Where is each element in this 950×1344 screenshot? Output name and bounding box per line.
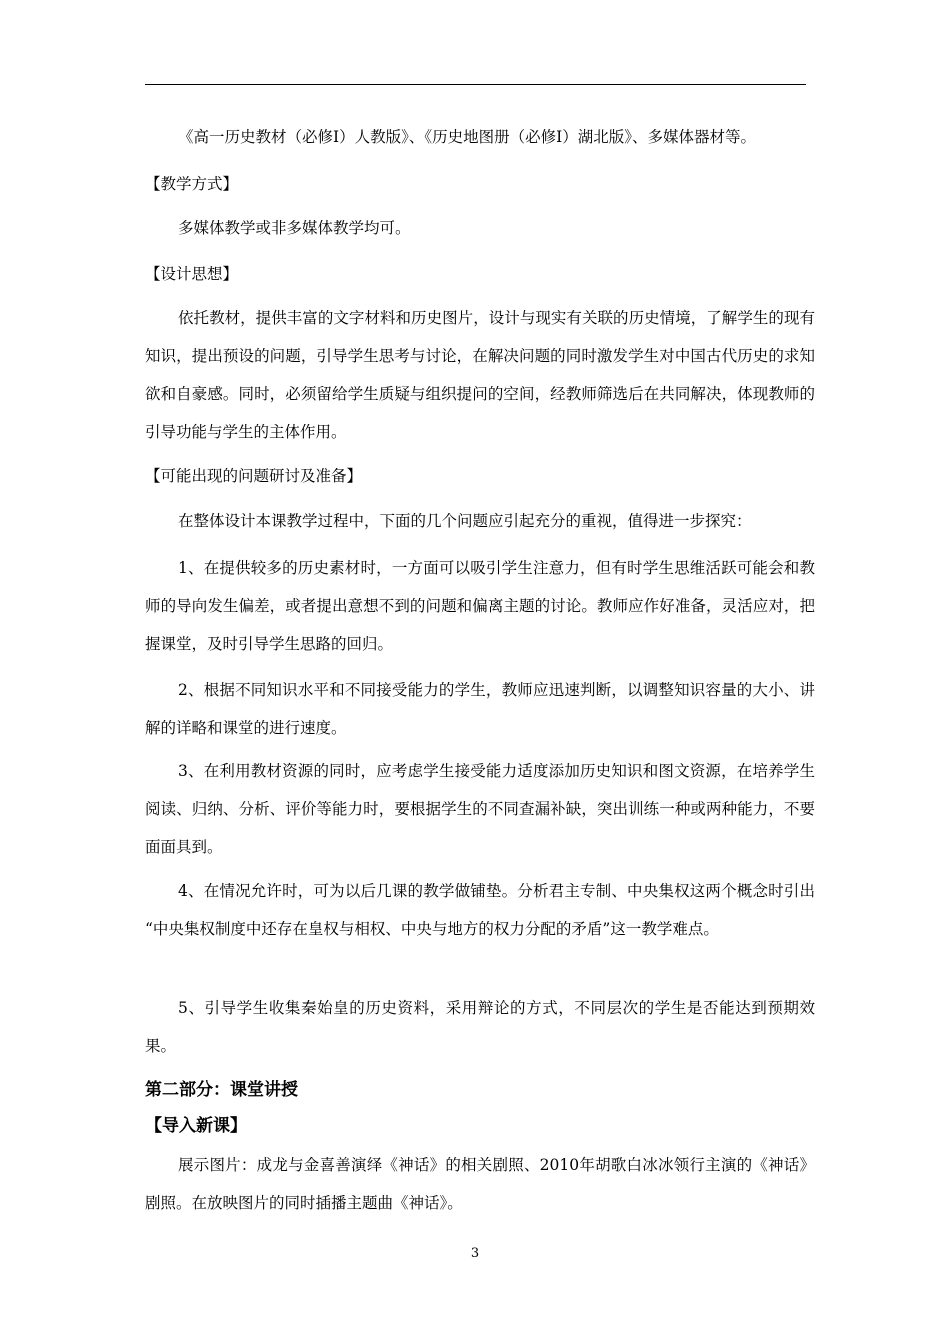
intro-new-lesson-text: 展示图片：成龙与金喜善演绎《神话》的相关剧照、2010年胡歌白冰冰领行主演的《神话》剧照。在放映图片的同时插播主题曲《神话》。 [145,1156,815,1212]
materials-paragraph: 《高一历史教材（必修Ⅰ）人教版》、《历史地图册（必修Ⅰ）湖北版》、多媒体器材等。 [178,128,756,146]
teaching-method-text: 多媒体教学或非多媒体教学均可。 [178,219,411,237]
page-number: 3 [470,1246,480,1261]
intro-new-lesson-heading: 【导入新课】 [145,1116,247,1136]
problem-item-3: 3、在利用教材资源的同时，应考虑学生接受能力适度添加历史知识和图文资源，在培养学生阅读、归纳、分析、评价等能力时，要根据学生的不同查漏补缺，突出训练一种或两种能力，不要面面具到。 [145,762,815,856]
teaching-method-heading: 【教学方式】 [145,175,239,193]
problem-item-2: 2、根据不同知识水平和不同接受能力的学生，教师应迅速判断，以调整知识容量的大小、讲解的详略和课堂的进行速度。 [145,681,815,737]
problem-item-1: 1、在提供较多的历史素材时，一方面可以吸引学生注意力，但有时学生思维活跃可能会和教师的导向发生偏差，或者提出意想不到的问题和偏离主题的讨论。教师应作好准备，灵活应对，把握课堂，及时引导学生思路的回归。 [145,559,815,653]
problem-item-4: 4、在情况允许时，可为以后几课的教学做铺垫。分析君主专制、中央集权这两个概念时引出 “中央集权制度中还存在皇权与相权、中央与地方的权力分配的矛盾”这一教学难点。 [145,882,815,938]
problems-intro: 在整体设计本课教学过程中，下面的几个问题应引起充分的重视，值得进一步探究： [178,512,752,530]
problems-heading: 【可能出现的问题研讨及准备】 [145,467,363,485]
header-rule [145,84,806,85]
problem-item-5: 5、引导学生收集秦始皇的历史资料，采用辩论的方式，不同层次的学生是否能达到预期效果。 [145,999,815,1055]
design-idea-heading: 【设计思想】 [145,265,239,283]
part-two-heading: 第二部分：课堂讲授 [145,1080,298,1100]
design-idea-text: 依托教材，提供丰富的文字材料和历史图片，设计与现实有关联的历史情境，了解学生的现有知识，提出预设的问题，引导学生思考与讨论，在解决问题的同时激发学生对中国古代历史的求知欲和自豪感。同时，必须留给学生质疑与组织提问的空间，经教师筛选后在共同解决，体现教师的引导功能与学生的主体作用。 [145,309,815,441]
